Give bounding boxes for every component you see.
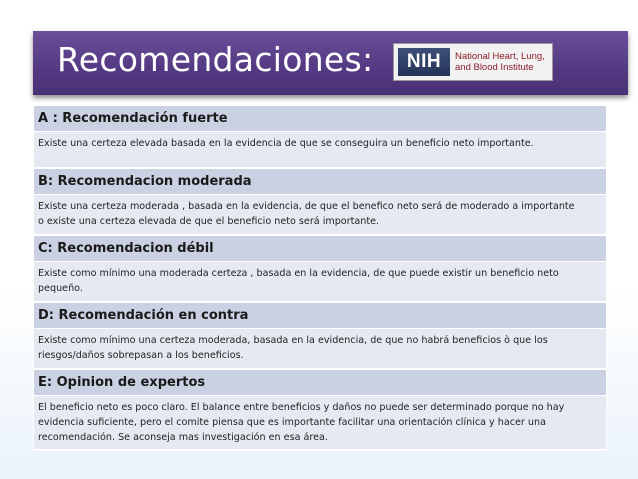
recommendation-d-heading: D: Recomendación en contra [34, 302, 606, 329]
nhlbi-logo [393, 43, 553, 81]
recommendation-d-line-2: riesgos/daños sobrepasan a los beneficios. [38, 350, 244, 361]
logo-text-line-2: and Blood Institute [455, 62, 534, 73]
logo-text [455, 51, 545, 73]
recommendation-b-line-1: Existe una certeza moderada , basada en la evidencia, de que el benefico neto será de moderado a importante [38, 201, 575, 212]
recommendation-c-line-1: Existe como mínimo una moderada certeza , basada en la evidencia, de que puede existir un beneficio neto [38, 268, 559, 279]
recommendation-a-line-1: Existe una certeza elevada basada en la evidencia de que se conseguira un beneficio neto importante. [38, 138, 534, 149]
recommendation-e-description [34, 396, 606, 450]
slide-title: Recomendaciones: [57, 40, 374, 79]
nih-logo-mark: NIH [398, 48, 450, 76]
recommendation-c-heading: C: Recomendacion débil [34, 235, 606, 262]
logo-text-line-1: National Heart, Lung, [455, 51, 545, 62]
recommendation-e-heading: E: Opinion de expertos [34, 369, 606, 396]
recommendation-a-description [34, 132, 606, 168]
recommendation-a-heading: A : Recomendación fuerte [34, 105, 606, 132]
recommendation-d-description [34, 329, 606, 369]
recommendation-e-line-2: evidencia suficiente, pero el comite piensa que es importante facilitar una orientación clínica y hacer una [38, 417, 546, 428]
recommendation-e-line-1: El beneficio neto es poco claro. El balance entre beneficios y daños no puede ser determinado porque no hay [38, 402, 565, 413]
recommendation-b-description [34, 195, 606, 235]
recommendation-d-line-1: Existe como mínimo una certeza moderada, basada en la evidencia, de que no habrá beneficios ò que los [38, 335, 548, 346]
recommendation-b-heading: B: Recomendacion moderada [34, 168, 606, 195]
recommendation-b-line-2: o existe una certeza elevada de que el beneficio neto será importante. [38, 216, 380, 227]
recommendation-c-description [34, 262, 606, 302]
recommendations-table [33, 104, 607, 451]
recommendation-c-line-2: pequeño. [38, 283, 83, 294]
recommendation-e-line-3: recomendación. Se aconseja mas investigación en esa área. [38, 432, 328, 443]
